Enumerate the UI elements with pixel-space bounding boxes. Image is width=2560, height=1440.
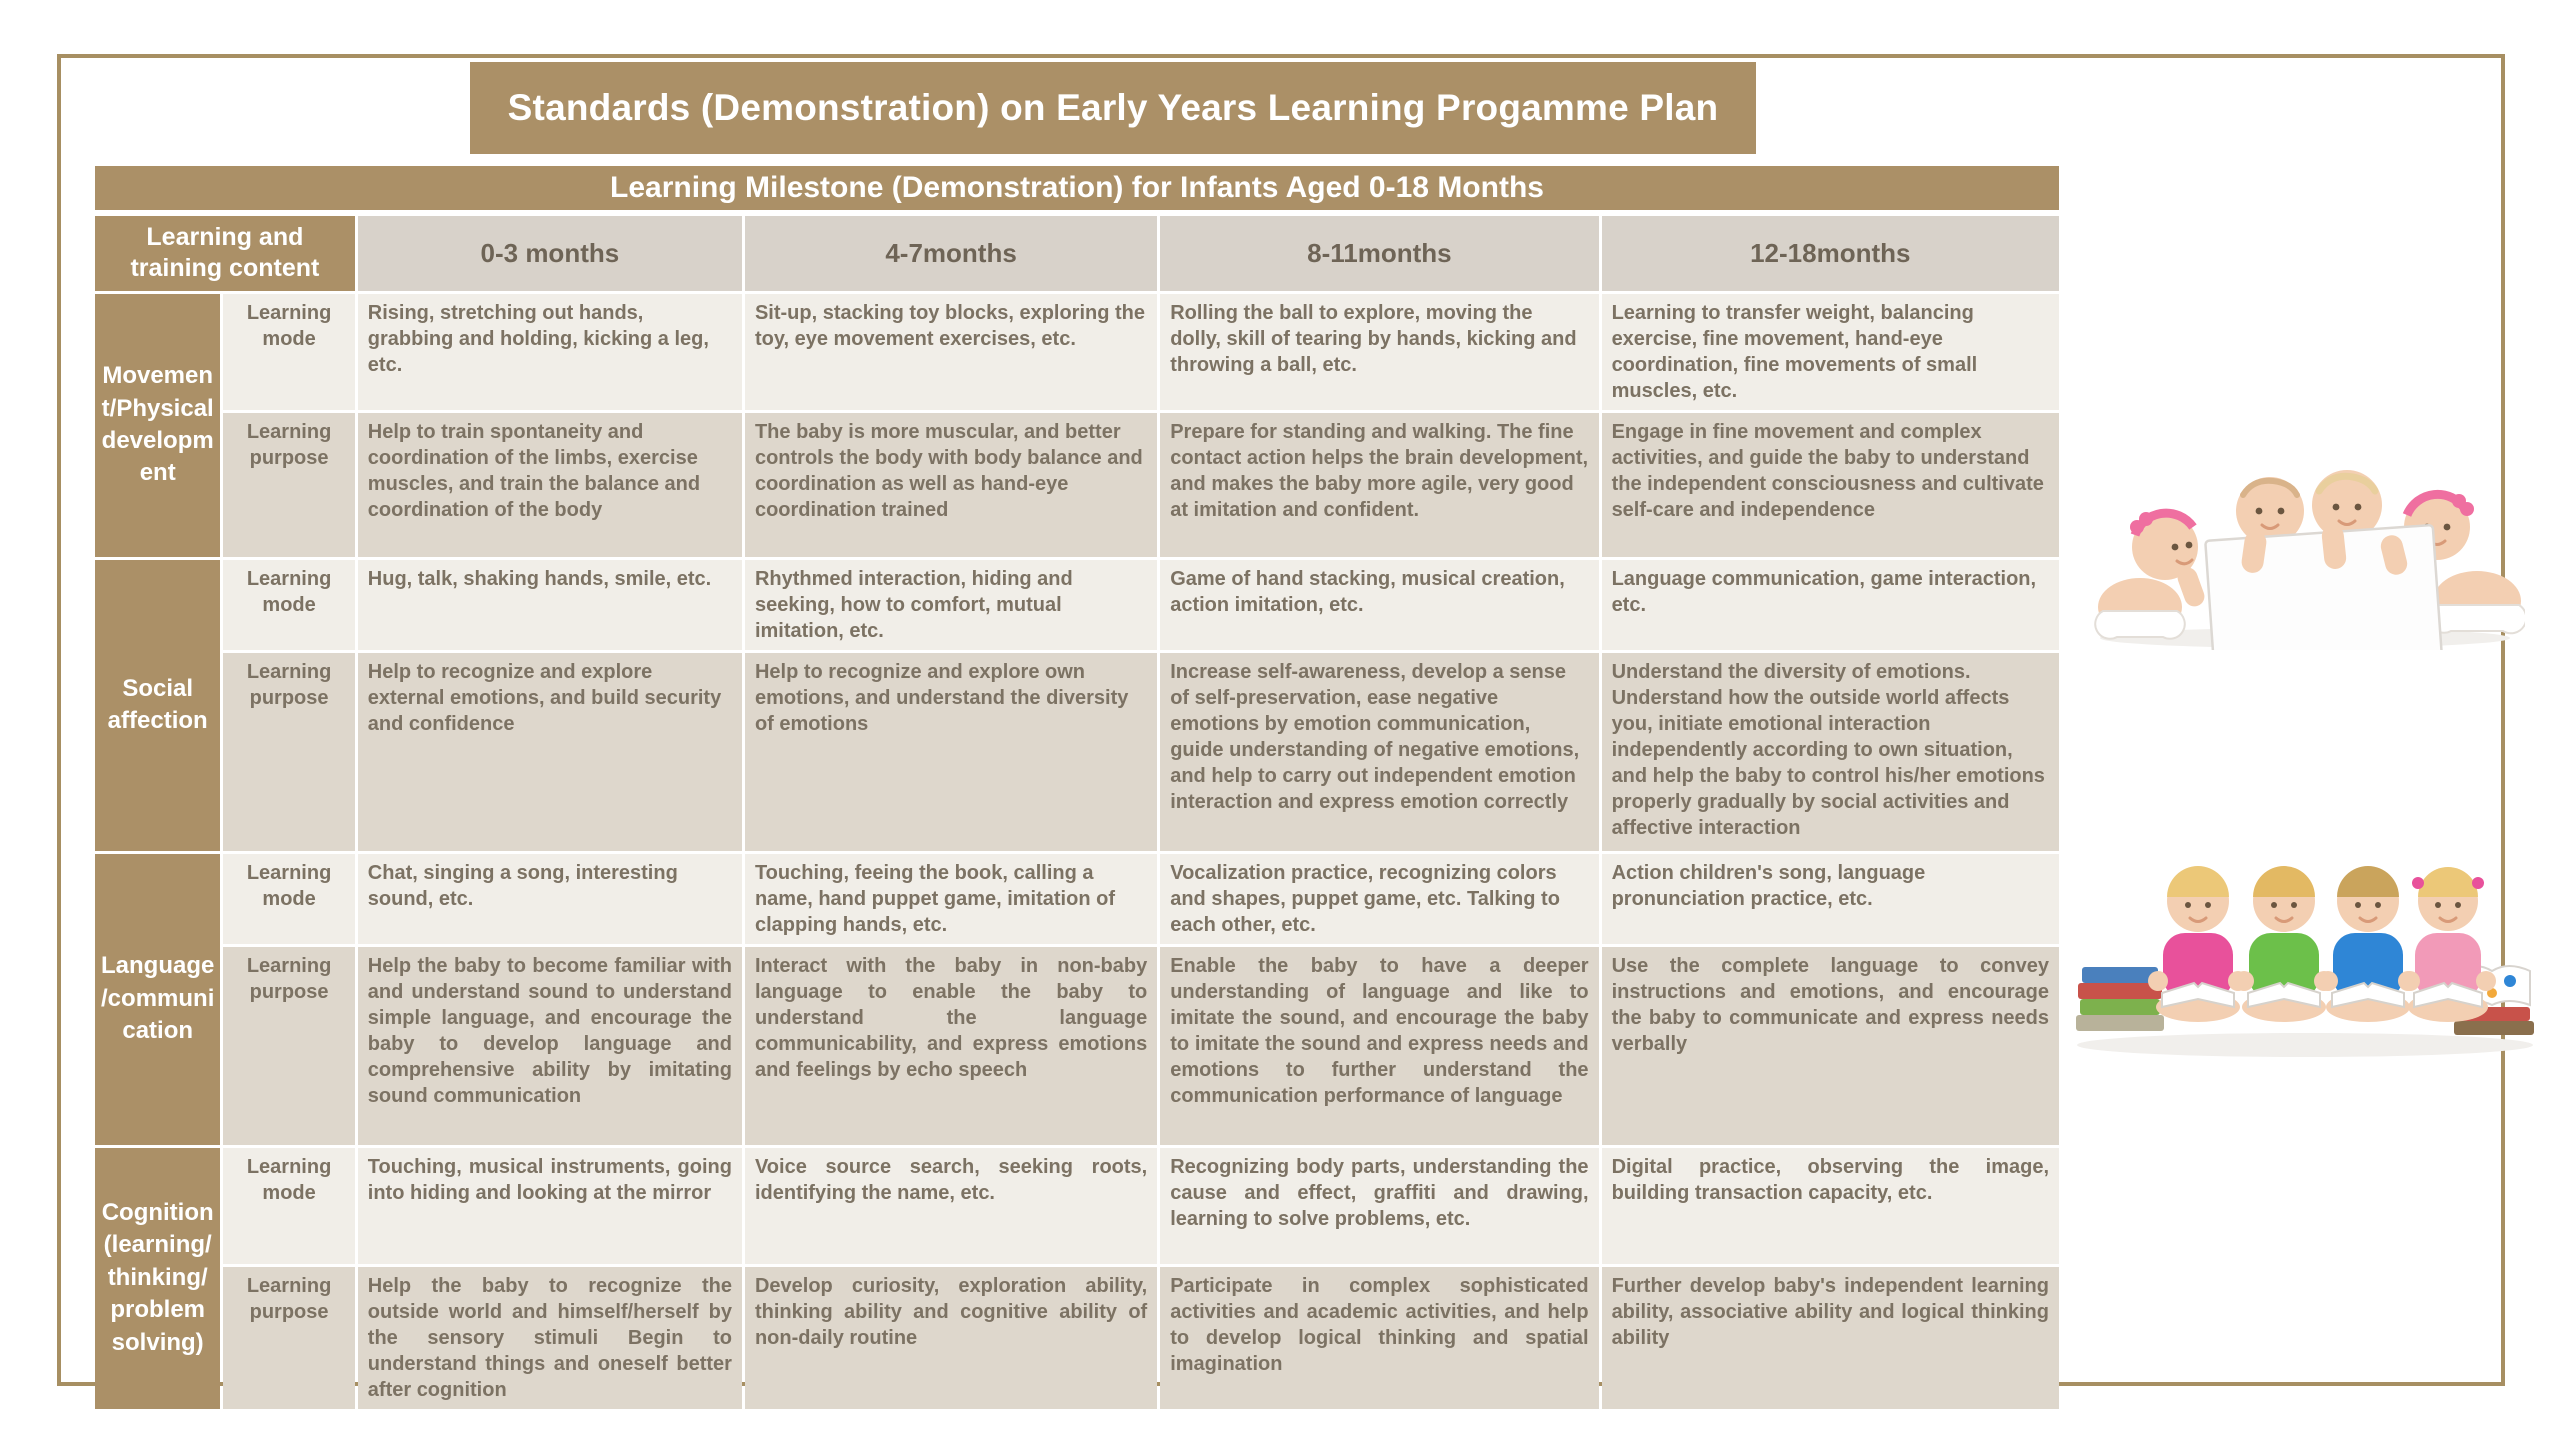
content-cell: Game of hand stacking, musical creation, action imitation, etc. — [1160, 560, 1598, 650]
infants-playing-photo — [2085, 415, 2525, 650]
row-label-cell: Learning purpose — [223, 947, 354, 1145]
age-column-header-8-11: 8-11months — [1160, 216, 1598, 291]
age-column-header-4-7: 4-7months — [745, 216, 1157, 291]
row-label-cell: Learning mode — [223, 1148, 354, 1264]
category-cell-language: Language/communication — [95, 854, 220, 1145]
content-cell: Engage in fine movement and complex activities, and guide the baby to understand the independent consciousness and cultivate self-care and independence — [1602, 413, 2059, 557]
content-cell: Touching, feeing the book, calling a name, hand puppet game, imitation of clapping hands, etc. — [745, 854, 1157, 944]
content-cell: Help the baby to become familiar with and understand sound to understand simple language, and encourage the baby to develop language and comprehensive ability by imitating sound communication — [358, 947, 742, 1145]
content-cell: Recognizing body parts, understanding the cause and effect, graffiti and drawing, learning to solve problems, etc. — [1160, 1148, 1598, 1264]
milestone-table — [92, 213, 2062, 1412]
row-label-cell: Learning mode — [223, 294, 354, 410]
category-cell-social: Social affection — [95, 560, 220, 851]
category-cell-movement: Movement/Physical development — [95, 294, 220, 557]
baby-left — [2095, 512, 2207, 639]
content-cell: Increase self-awareness, develop a sense of self-preservation, ease negative emotions by emotion communication, guide understanding of negative emotions, and help to carry out independent emotion interaction and express emotion correctly — [1160, 653, 1598, 851]
content-cell: Understand the diversity of emotions. Understand how the outside world affects you, initiate emotional interaction independently according to own situation, and help the baby to control his/her emotions properly gradually by social activities and affective interaction — [1602, 653, 2059, 851]
content-cell: Sit-up, stacking toy blocks, exploring the toy, eye movement exercises, etc. — [745, 294, 1157, 410]
content-cell: Interact with the baby in non-baby language to enable the baby to understand the language communicability, and express emotions and feelings by echo speech — [745, 947, 1157, 1145]
content-cell: Hug, talk, shaking hands, smile, etc. — [358, 560, 742, 650]
content-cell: Vocalization practice, recognizing colors and shapes, puppet game, etc. Talking to each other, etc. — [1160, 854, 1598, 944]
content-cell: Use the complete language to convey instructions and emotions, and encourage the baby to communicate and express needs verbally — [1602, 947, 2059, 1145]
content-cell: Chat, singing a song, interesting sound, etc. — [358, 854, 742, 944]
toddler-pink — [2148, 866, 2248, 1022]
page-title: Standards (Demonstration) on Early Years Learning Progamme Plan — [507, 87, 1719, 128]
content-cell: Prepare for standing and walking. The fine contact action helps the brain development, and makes the baby more agile, very good at imitation and confident. — [1160, 413, 1598, 557]
row-label-cell: Learning purpose — [223, 1267, 354, 1409]
content-cell: Touching, musical instruments, going into hiding and looking at the mirror — [358, 1148, 742, 1264]
age-column-header-12-18: 12-18months — [1602, 216, 2059, 291]
category-cell-cognition: Cognition (learning/thinking/problem solving) — [95, 1148, 220, 1409]
content-cell: Rolling the ball to explore, moving the dolly, skill of tearing by hands, kicking and throwing a ball, etc. — [1160, 294, 1598, 410]
row-label-cell: Learning purpose — [223, 653, 354, 851]
content-cell: Help to recognize and explore own emotions, and understand the diversity of emotions — [745, 653, 1157, 851]
row-label-cell: Learning mode — [223, 560, 354, 650]
content-cell: Voice source search, seeking roots, identifying the name, etc. — [745, 1148, 1157, 1264]
row-label-cell: Learning mode — [223, 854, 354, 944]
row-label-cell: Learning purpose — [223, 413, 354, 557]
content-cell: Enable the baby to have a deeper understanding of language and like to imitate the sound, and encourage the baby to imitate the sound and express needs and emotions to further understand the communication performance of language — [1160, 947, 1598, 1145]
content-cell: Further develop baby's independent learning ability, associative ability and logical thinking ability — [1602, 1267, 2059, 1409]
age-column-header-0-3: 0-3 months — [358, 216, 742, 291]
content-cell: Action children's song, language pronunciation practice, etc. — [1602, 854, 2059, 944]
toddler-blue — [2318, 866, 2418, 1022]
toddler-green — [2234, 866, 2334, 1022]
toddler-light-pink — [2400, 867, 2496, 1022]
content-cell: Rising, stretching out hands, grabbing and holding, kicking a leg, etc. — [358, 294, 742, 410]
content-cell: Participate in complex sophisticated activities and academic activities, and help to develop logical thinking and spatial imagination — [1160, 1267, 1598, 1409]
content-cell: Digital practice, observing the image, building transaction capacity, etc. — [1602, 1148, 2059, 1264]
content-cell: Help to train spontaneity and coordination of the limbs, exercise muscles, and train the balance and coordination of the body — [358, 413, 742, 557]
subtitle-banner — [95, 166, 2059, 210]
content-cell: Rhythmed interaction, hiding and seeking, how to comfort, mutual imitation, etc. — [745, 560, 1157, 650]
content-cell: Help the baby to recognize the outside world and himself/herself by the sensory stimuli Begin to understand things and oneself better after cognition — [358, 1267, 742, 1409]
content-cell: Learning to transfer weight, balancing exercise, fine movement, hand-eye coordination, fine movements of small muscles, etc. — [1602, 294, 2059, 410]
content-cell: Language communication, game interaction, etc. — [1602, 560, 2059, 650]
content-cell: The baby is more muscular, and better controls the body with body balance and coordination as well as hand-eye coordination trained — [745, 413, 1157, 557]
corner-header-cell: Learning and training content — [95, 216, 355, 291]
toddlers-reading-photo — [2070, 775, 2540, 1065]
title-banner — [470, 62, 1756, 154]
content-cell: Develop curiosity, exploration ability, thinking ability and cognitive ability of non-daily routine — [745, 1267, 1157, 1409]
content-cell: Help to recognize and explore external emotions, and build security and confidence — [358, 653, 742, 851]
page-subtitle: Learning Milestone (Demonstration) for Infants Aged 0-18 Months — [610, 171, 1544, 204]
